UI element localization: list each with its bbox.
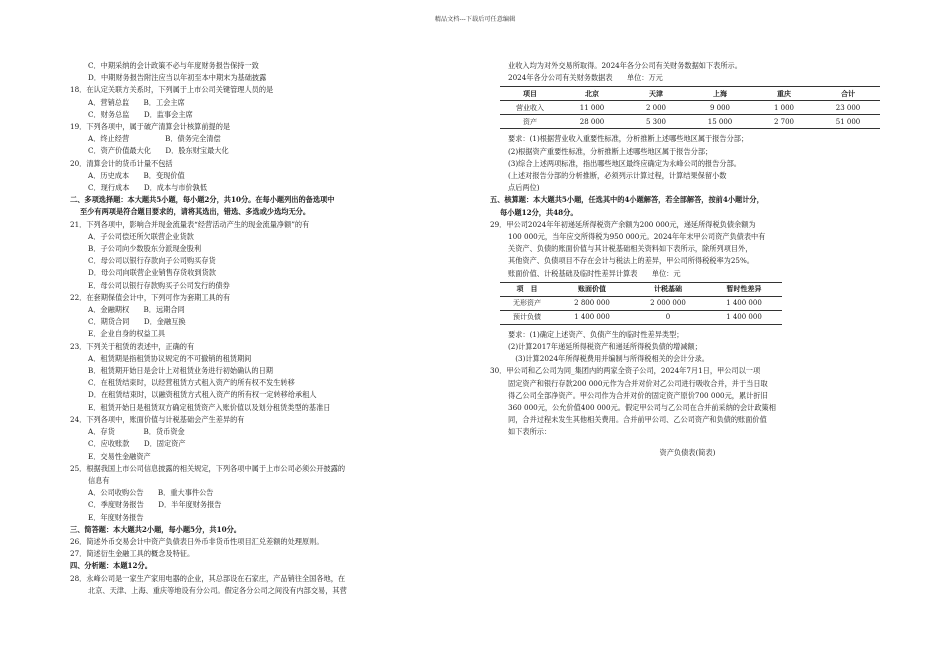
table-cell: 无形资产 [500, 296, 554, 310]
text-line: C．资产价值最大化 D．股东财宝最大化 [88, 146, 229, 156]
text-line: A．历史成本 B．变现价值 [88, 170, 185, 180]
table-cell: 资产 [500, 115, 560, 129]
text-line: 三、简答题：本大题共2小题，每小题5分，共10分。 [70, 524, 241, 534]
text-line: A．终止经营 B．债务完全清偿 [88, 134, 221, 144]
text-line: 五、核算题：本大题共5小题，任选其中的4小题解答，若全部解答，按前4小题计分， [490, 195, 764, 205]
table-cell: 2 000 [624, 101, 688, 115]
text-line: 26．简述外币交易会计中资产负债表日外币非货币性项目汇兑差额的处理原则。 [70, 536, 324, 546]
table-row [500, 101, 880, 115]
table-cell: 2 000 000 [630, 296, 706, 310]
text-line: (3)计算2024年所得税费用并编制与所得税相关的会计分录。 [508, 354, 709, 364]
table-cell: 0 [630, 310, 706, 324]
table-cell: 15 000 [688, 115, 752, 129]
page-header: 精品文档---下载后可任意编辑 [434, 16, 516, 23]
branch-finance-table [500, 86, 880, 129]
text-line: 账面价值、计税基础及临时性差异计算表 单位：元 [508, 268, 681, 278]
text-line: 30．甲公司和乙公司为同_集团内的两家全资子公司，2024年7月1日，甲公司以一项 [490, 366, 761, 376]
text-line: C．中期采纳的会计政策不必与年度财务报告保持一致 [88, 61, 259, 70]
table-header-cell: 账面价值 [554, 282, 630, 296]
table-row [500, 296, 782, 310]
text-line: E．企业自身的权益工具 [88, 329, 166, 339]
text-line: 19．下列各项中，属于破产清算会计核算前提的是 [70, 122, 231, 132]
table-cell: 1 400 000 [706, 310, 782, 324]
text-line: B．子公司向少数股东分派现金股利 [88, 244, 202, 254]
text-line: 20．清算会计的货币计量不包括 [70, 158, 173, 168]
text-line: A．营销总监 B．工会主席 [88, 97, 185, 107]
table-cell: 51 000 [816, 115, 880, 129]
table-row [500, 310, 782, 324]
text-line: A．公司收购公告 B．重大事件公告 [88, 488, 214, 498]
left-column [70, 60, 455, 597]
temporary-difference-table [500, 282, 782, 325]
table-header-cell: 天津 [624, 87, 688, 101]
text-line: C．母公司以银行存款向子公司购买存货 [88, 256, 216, 266]
text-line: 22．在套期保值会计中，下列可作为套期工具的有 [70, 292, 231, 302]
text-line: 要求：(1)确定上述资产、负债产生的临时性差异类型； [508, 329, 684, 339]
text-line: C．财务总监 D．监事会主席 [88, 109, 193, 119]
table-cell: 23 000 [816, 101, 880, 115]
text-line: 同，合并过程未发生其他相关费用。合并前甲公司、乙公司资产和负债的账面价值 [508, 415, 767, 425]
text-line: 固定资产和银行存款200 000元作为合并对价对乙公司进行吸收合并，并于当日取 [508, 378, 768, 388]
text-line: 100 000元，当年应交所得税为950 000元。2024年年末甲公司资产负债表中有 [508, 232, 766, 242]
text-line: C．期货合同 D．金融互换 [88, 317, 186, 327]
text-line: A．租赁期是指租赁协议规定的不可撤销的租赁期间 [88, 353, 252, 363]
text-line: 24．下列各项中，账面价值与计税基础会产生差异的有 [70, 414, 245, 424]
text-line: 2024年各分公司有关财务数据表 单位：万元 [508, 73, 663, 83]
table-cell: 2 700 [752, 115, 816, 129]
right-column [490, 60, 885, 459]
table-cell: 营业收入 [500, 101, 560, 115]
text-line: D．在租赁结束时，以融资租赁方式租入资产的所有权一定转移给承租人 [88, 390, 317, 400]
text-line: 其他资产、负债项目不存在会计与税法上的差异，甲公司所得税税率为25%。 [508, 256, 754, 266]
text-line: 28．永峰公司是一家生产家用电器的企业，其总部设在石家庄，产品销往全国各地，在 [70, 573, 346, 583]
text-line: 关资产、负债的账面价值与其计税基础相关资料如下表所示，除所列项目外， [508, 244, 753, 254]
table-cell: 2 800 000 [554, 296, 630, 310]
text-line: C．现行成本 D．成本与市价孰低 [88, 183, 208, 193]
table-cell: 预计负债 [500, 310, 554, 324]
text-line: E．租赁开始日是租赁双方确定租赁资产入账价值以及划分租赁类型的基准日 [88, 402, 331, 412]
text-line: 25．根据我国上市公司信息披露的相关规定，下列各项中属于上市公司必须公开披露的 [70, 463, 346, 473]
text-line: A．金融期权 B．远期合同 [88, 305, 185, 315]
text-line: 23．下列关于租赁的表述中，正确的有 [70, 341, 195, 351]
text-line: 得乙公司全部净资产。甲公司作为合并对价的固定资产原价700 000元，累计折旧 [508, 390, 768, 400]
text-line: (3)综合上述两项标准，指出哪些地区最终应确定为永峰公司的报告分部。 [508, 158, 741, 168]
text-line: 如下表所示： [508, 427, 552, 437]
text-line: E．交易性金融资产 [88, 451, 151, 461]
text-line: E．母公司以银行存款购买子公司发行的债券 [88, 280, 230, 290]
table-row [500, 115, 880, 129]
text-line: 27．简述衍生金融工具的概念及特征。 [70, 549, 195, 559]
text-line: (上述对报告分部的分析推断，必须列示计算过程，计算结果保留小数 [508, 171, 727, 181]
table-header-cell: 项 目 [500, 282, 554, 296]
table-header-cell: 暂时性差异 [706, 282, 782, 296]
text-line: 21．下列各项中，影响合并现金流量表“经营活动产生的现金流量净额”的有 [70, 219, 310, 229]
table-cell: 1 000 [752, 101, 816, 115]
table-cell: 1 400 000 [706, 296, 782, 310]
text-line: 业收入均为对外交易所取得。2024年各分公司有关财务数据如下表所示。 [508, 61, 742, 70]
table-header-cell: 计税基础 [630, 282, 706, 296]
text-line: 点后两位) [508, 183, 540, 193]
text-line: 至少有两项是符合题目要求的，请将其选出，错选、多选或少选均无分。 [80, 207, 311, 217]
table-header-cell: 上海 [688, 87, 752, 101]
balance-sheet-title: 资产负债表(简表) [659, 447, 716, 457]
text-line: D．母公司向联营企业销售存货收到货款 [88, 268, 216, 278]
text-line: A．存货 B．货币资金 [88, 427, 185, 437]
text-line: (2)根据资产重要性标准，分析推断上述哪些地区属于报告分部； [508, 146, 713, 156]
table-cell: 1 400 000 [554, 310, 630, 324]
text-line: B．租赁期开始日是会计上对租赁业务进行初始确认的日期 [88, 366, 273, 376]
text-line: C．在租赁结束时，以经营租赁方式租入资产的所有权不发生转移 [88, 378, 295, 388]
table-header-cell: 北京 [560, 87, 624, 101]
text-line: (2)计算2017年递延所得税资产和递延所得税负债的增减额； [508, 342, 702, 352]
text-line: 四、分析题：本题12分。 [70, 561, 152, 571]
table-cell: 9 000 [688, 101, 752, 115]
text-line: 信息有 [88, 475, 110, 485]
text-line: 每小题12分，共48分。 [500, 207, 578, 217]
text-line: 二、多项选择题：本大题共5小题，每小题2分，共10分。在每小题列出的备选项中 [70, 195, 335, 205]
text-line: D．中期财务报告附注应当以年初至本中期末为基础披露 [88, 73, 267, 83]
text-line: A．子公司偿还所欠联营企业货款 [88, 231, 194, 241]
text-line: C．季度财务报告 D．半年度财务报告 [88, 500, 222, 510]
text-line: 要求：(1)根据营业收入重要性标准，分析推断上述哪些地区属于报告分部； [508, 134, 749, 144]
text-line: 18．在认定关联方关系时，下列属于上市公司关键管理人员的是 [70, 85, 274, 95]
text-line: C．应收账款 D．固定资产 [88, 439, 186, 449]
table-cell: 11 000 [560, 101, 624, 115]
text-line: 360 000元，公允价值400 000元。假定甲公司与乙公司在合并前采纳的会计政策相 [508, 403, 776, 413]
table-header-cell: 项目 [500, 87, 560, 101]
table-cell: 5 300 [624, 115, 688, 129]
table-cell: 28 000 [560, 115, 624, 129]
table-header-cell: 合计 [816, 87, 880, 101]
text-line: 29．甲公司2024年年初递延所得税资产余额为200 000元，递延所得税负债余额为 [490, 219, 756, 229]
table-header-cell: 重庆 [752, 87, 816, 101]
text-line: 北京、天津、上海、重庆等地设有分公司。假定各分公司之间没有内部交易，其营 [88, 585, 347, 595]
text-line: E．年度财务报告 [88, 512, 144, 522]
